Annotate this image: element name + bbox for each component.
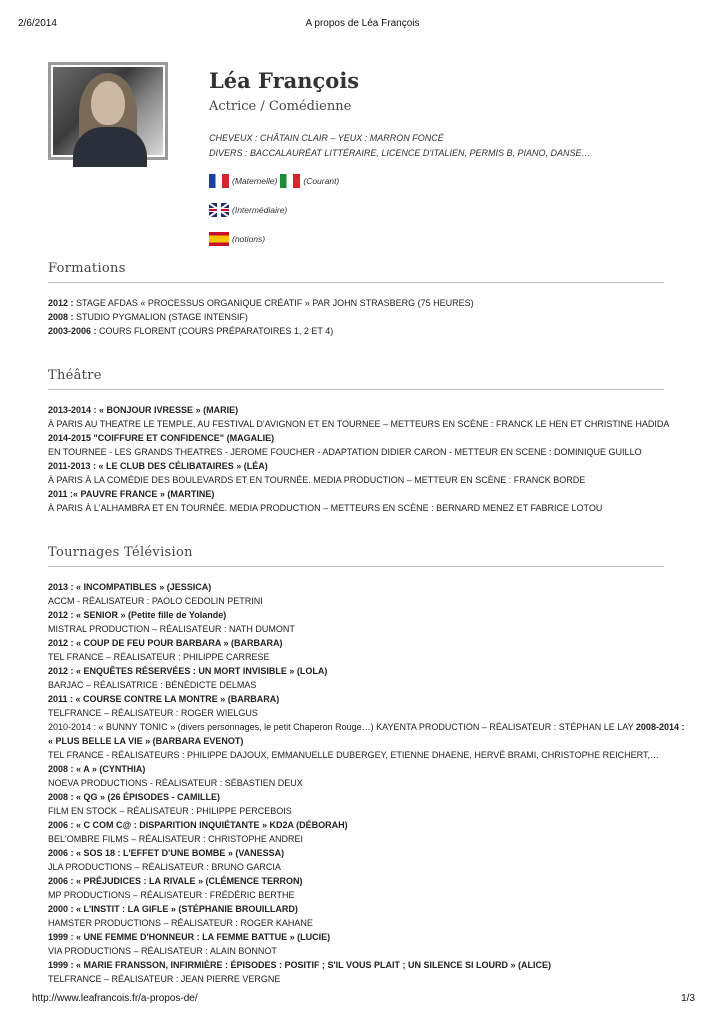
section-title-theatre: Théâtre [48,368,102,383]
list-item: 2006 : « PRÉJUDICES : LA RIVALE » (CLÉMENCE TERRON) [48,876,303,886]
list-item: À PARIS AU THEATRE LE TEMPLE, AU FESTIVAL D'AVIGNON ET EN TOURNEE – METTEURS EN SCÈNE : FRANCK LE HEN ET CHRISTINE HADIDA [48,419,670,429]
list-item: HAMSTER PRODUCTIONS – RÉALISATEUR : ROGER KAHANE [48,918,313,928]
list-item: TELFRANCE – RÉALISATEUR : ROGER WIELGUS [48,708,258,718]
list-item: 2010-2014 : « BUNNY TONIC » (divers personnages, le petit Chaperon Rouge…) KAYENTA PRODUCTION – RÉALISATEUR : STÉPHAN LE LAY 2008-2014 : [48,722,685,732]
list-item: 2000 : « L'INSTIT : LA GIFLE » (STÉPHANIE BROUILLARD) [48,904,298,914]
list-item: TEL FRANCE - RÉALISATEURS : PHILIPPE DAJOUX, EMMANUELLE DUBERGEY, ETIENNE DHAENE, HERVÉ BRAMI, CHRISTOPHE REICHERT,… [48,750,659,760]
list-item: 2006 : « SOS 18 : L'EFFET D'UNE BOMBE » (VANESSA) [48,848,285,858]
language-english-level: (Intermédiaire) [232,205,288,215]
list-item: 2006 : « C COM C@ : DISPARITION INQUIÉTANTE » KD2A (DÉBORAH) [48,820,348,830]
list-item: 2013 : « INCOMPATIBLES » (JESSICA) [48,582,212,592]
list-item: BARJAC – RÉALISATRICE : BÉNÉDICTE DELMAS [48,680,257,690]
list-item: MISTRAL PRODUCTION – RÉALISATEUR : NATH DUMONT [48,624,295,634]
italy-flag-icon [280,174,300,188]
print-page-title: A propos de Léa François [305,18,420,29]
language-row-spanish [209,232,268,246]
profile-name: Léa François [209,68,360,93]
list-item: « PLUS BELLE LA VIE » (BARBARA EVENOT) [48,736,244,746]
list-item: 1999 : « UNE FEMME D'HONNEUR : LA FEMME BATTUE » (LUCIE) [48,932,331,942]
list-item: 2003-2006 : COURS FLORENT (COURS PRÉPARATOIRES 1, 2 ET 4) [48,326,334,336]
list-item: 2012 : « SENIOR » (Petite fille de Yolande) [48,610,227,620]
profile-misc: DIVERS : BACCALAURÉAT LITTÉRAIRE, LICENCE D'ITALIEN, PERMIS B, PIANO, DANSE… [209,148,591,158]
footer-url-link[interactable]: http://www.leafrancois.fr/a-propos-de/ [32,993,198,1004]
list-item: 2008 : « QG » (26 ÉPISODES - CAMILLE) [48,792,221,802]
list-item: TEL FRANCE – RÉALISATEUR : PHILIPPE CARRESE [48,652,270,662]
section-divider [48,282,664,283]
list-item: 2012 : STAGE AFDAS « PROCESSUS ORGANIQUE CRÉATIF » PAR JOHN STRASBERG (75 HEURES) [48,298,474,308]
list-item: 2014-2015 "COIFFURE ET CONFIDENCE" (MAGALIE) [48,433,275,443]
list-item: FILM EN STOCK – RÉALISATEUR : PHILIPPE PERCEBOIS [48,806,292,816]
language-spanish-level: (notions) [232,234,266,244]
list-item: À PARIS À L'ALHAMBRA ET EN TOURNÉE. MEDIA PRODUCTION – METTEURS EN SCÈNE : BERNARD MENEZ ET FABRICE LOTOU [48,503,603,513]
list-item: ACCM - RÉALISATEUR : PAOLO CEDOLIN PETRINI [48,596,263,606]
section-title-formations: Formations [48,261,126,276]
list-item: MP PRODUCTIONS – RÉALISATEUR : FRÉDÉRIC BERTHE [48,890,295,900]
list-item: 2012 : « COUP DE FEU POUR BARBARA » (BARBARA) [48,638,283,648]
theatre-list [48,403,673,515]
list-item: NOEVA PRODUCTIONS - RÉALISATEUR : SÉBASTIEN DEUX [48,778,303,788]
print-date: 2/6/2014 [18,18,57,29]
language-row-french-italian [209,174,342,188]
language-italian-level: (Courant) [303,176,340,186]
list-item: 2011-2013 : « LE CLUB DES CÉLIBATAIRES » (LÉA) [48,461,268,471]
list-item: 2011 :« PAUVRE FRANCE » (MARTINE) [48,489,215,499]
list-item: 2008 : STUDIO PYGMALION (STAGE INTENSIF) [48,312,248,322]
list-item: JLA PRODUCTIONS – RÉALISATEUR : BRUNO GARCIA [48,862,281,872]
section-divider [48,389,664,390]
language-row-english [209,203,290,217]
section-divider [48,566,664,567]
list-item: 2011 : « COURSE CONTRE LA MONTRE » (BARBARA) [48,694,280,704]
list-item: VIA PRODUCTIONS – RÉALISATEUR : ALAIN BONNOT [48,946,277,956]
list-item: 2013-2014 : « BONJOUR IVRESSE » (MARIE) [48,405,239,415]
formations-list [48,296,673,338]
list-item: 2008 : « A » (CYNTHIA) [48,764,146,774]
profile-physical: CHEVEUX : CHÂTAIN CLAIR – YEUX : MARRON FONCÉ [209,133,444,143]
profile-role: Actrice / Comédienne [209,99,352,114]
list-item: À PARIS À LA COMÉDIE DES BOULEVARDS ET EN TOURNÉE. MEDIA PRODUCTION – METTEUR EN SCÈNE : FRANCK BORDE [48,475,586,485]
list-item: TELFRANCE – RÉALISATEUR : JEAN PIERRE VERGNE [48,974,281,984]
language-french-level: (Maternelle) [232,176,278,186]
france-flag-icon [209,174,229,188]
list-item: 1999 : « MARIE FRANSSON, INFIRMIÈRE : ÉPISODES : POSITIF ; S'IL VOUS PLAIT ; UN SILENCE SI LOURD » (ALICE) [48,960,552,970]
uk-flag-icon [209,203,229,217]
list-item: 2012 : « ENQUÊTES RÉSERVÉES : UN MORT INVISIBLE » (LOLA) [48,666,328,676]
list-item: BEL'OMBRE FILMS – RÉALISATEUR : CHRISTOPHE ANDREI [48,834,303,844]
profile-photo [48,62,168,160]
list-item: EN TOURNEE - LES GRANDS THEATRES - JEROME FOUCHER - ADAPTATION DIDIER CARON - METTEUR EN SCENE : DOMINIQUE GUILLO [48,447,642,457]
spain-flag-icon [209,232,229,246]
section-title-tv: Tournages Télévision [48,545,193,560]
tv-list [48,580,685,986]
footer-page-number: 1/3 [681,993,695,1004]
